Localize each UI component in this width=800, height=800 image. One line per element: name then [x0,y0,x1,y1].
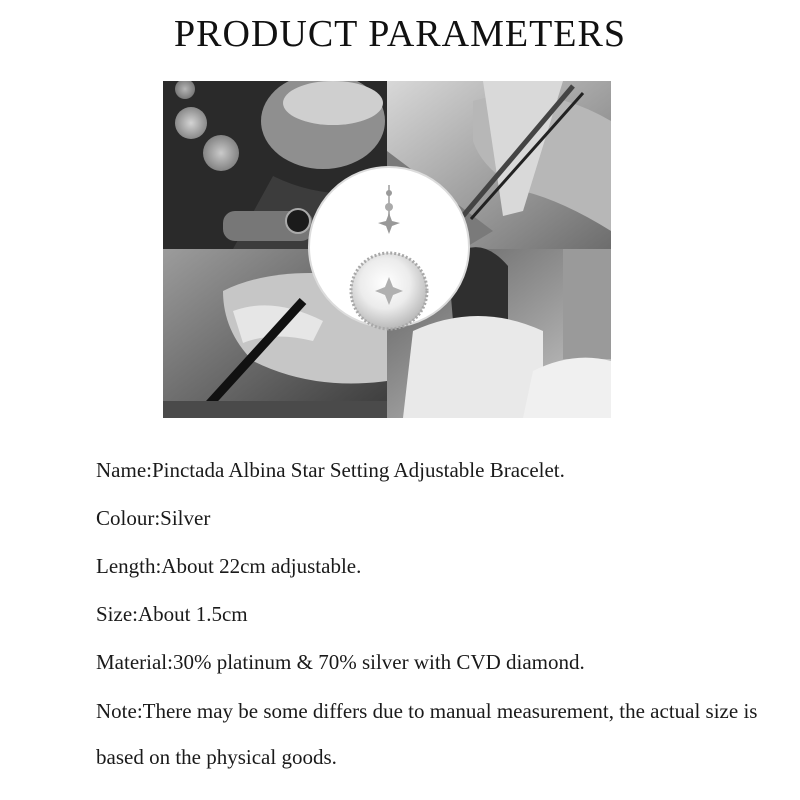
pendant-medallion [309,167,469,329]
spec-material: Material:30% platinum & 70% silver with CVD diamond. [96,650,585,674]
spec-note: Note:There may be some differs due to manual measurement, the actual size is based on the physical goods. [96,699,758,769]
product-specifications [96,446,776,780]
spec-length: Length:About 22cm adjustable. [96,554,362,578]
spec-colour: Colour:Silver [96,506,211,530]
product-collage-image [163,81,611,418]
page-title: PRODUCT PARAMETERS [174,13,626,55]
spec-name: Name:Pinctada Albina Star Setting Adjustable Bracelet. [96,458,565,482]
spec-size: Size:About 1.5cm [96,602,248,626]
